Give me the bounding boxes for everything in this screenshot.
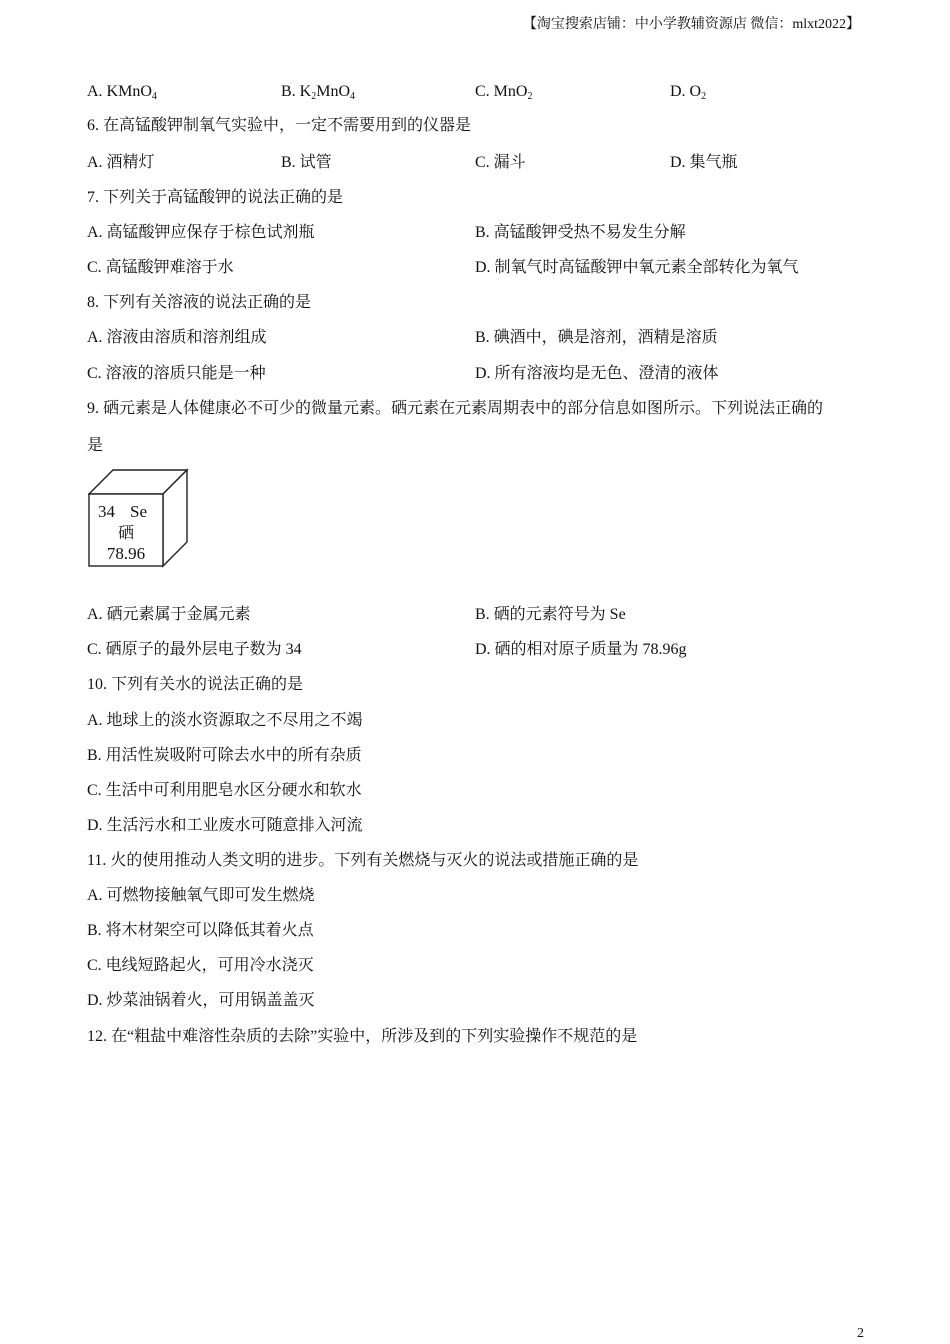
element-name: 硒 (117, 525, 135, 542)
q6-option-c: C. 漏斗 (475, 154, 526, 171)
q9-stem-line2: 是 (87, 437, 104, 454)
q7-option-b: B. 高锰酸钾受热不易发生分解 (475, 224, 686, 241)
q10-option-c: C. 生活中可利用肥皂水区分硬水和软水 (87, 782, 362, 799)
q9-option-b: B. 硒的元素符号为 Se (475, 606, 626, 623)
q8-option-a: A. 溶液由溶质和溶剂组成 (87, 329, 267, 346)
q5-option-d: D. $O_2$ (670, 83, 707, 102)
q6-option-d: D. 集气瓶 (670, 154, 738, 171)
q7-option-a: A. 高锰酸钾应保存于棕色试剂瓶 (87, 224, 315, 241)
page-header: 【淘宝搜索店铺：中小学教辅资源店 微信：mlxt2022】 (522, 17, 860, 32)
q10-option-a: A. 地球上的淡水资源取之不尽用之不竭 (87, 712, 363, 729)
q11-option-c: C. 电线短路起火，可用冷水浇灭 (87, 957, 314, 974)
q5-option-c: C. MnO$_2$ (475, 83, 533, 102)
element-symbol: Se (130, 502, 147, 521)
q5-option-a: A. KMnO$_4$ (87, 83, 157, 102)
page-number: 2 (857, 1326, 864, 1341)
q5-option-b: B. $K_2MnO_4$ (281, 83, 356, 102)
q9-stem-line1: 9. 硒元素是人体健康必不可少的微量元素。硒元素在元素周期表中的部分信息如图所示。下列说法正确的 (87, 400, 824, 417)
q7-stem: 7. 下列关于高锰酸钾的说法正确的是 (87, 189, 344, 206)
element-tile-graphic (88, 468, 192, 570)
q11-option-b: B. 将木材架空可以降低其着火点 (87, 922, 314, 939)
q8-option-b: B. 碘酒中，碘是溶剂，酒精是溶质 (475, 329, 718, 346)
q10-option-b: B. 用活性炭吸附可除去水中的所有杂质 (87, 747, 362, 764)
q11-stem: 11. 火的使用推动人类文明的进步。下列有关燃烧与灭火的说法或措施正确的是 (87, 852, 639, 869)
q8-stem: 8. 下列有关溶液的说法正确的是 (87, 294, 312, 311)
atomic-number: 34 (98, 502, 115, 521)
q10-option-d: D. 生活污水和工业废水可随意排入河流 (87, 817, 363, 834)
q10-stem: 10. 下列有关水的说法正确的是 (87, 676, 304, 693)
atomic-mass: 78.96 (106, 544, 146, 563)
q7-option-d: D. 制氧气时高锰酸钾中氧元素全部转化为氧气 (475, 259, 799, 276)
q8-option-c: C. 溶液的溶质只能是一种 (87, 365, 266, 382)
q6-option-a: A. 酒精灯 (87, 154, 155, 171)
q9-option-a: A. 硒元素属于金属元素 (87, 606, 251, 623)
q11-option-d: D. 炒菜油锅着火，可用锅盖盖灭 (87, 992, 315, 1009)
q6-stem: 6. 在高锰酸钾制氧气实验中，一定不需要用到的仪器是 (87, 117, 472, 134)
q9-option-d: D. 硒的相对原子质量为 78.96g (475, 641, 687, 658)
q12-stem: 12. 在“粗盐中难溶性杂质的去除”实验中，所涉及到的下列实验操作不规范的是 (87, 1028, 638, 1045)
q11-option-a: A. 可燃物接触氧气即可发生燃烧 (87, 887, 315, 904)
q9-option-c: C. 硒原子的最外层电子数为 34 (87, 641, 302, 658)
q7-option-c: C. 高锰酸钾难溶于水 (87, 259, 234, 276)
q8-option-d: D. 所有溶液均是无色、澄清的液体 (475, 365, 719, 382)
selenium-element-tile (88, 468, 192, 575)
q6-option-b: B. 试管 (281, 154, 332, 171)
